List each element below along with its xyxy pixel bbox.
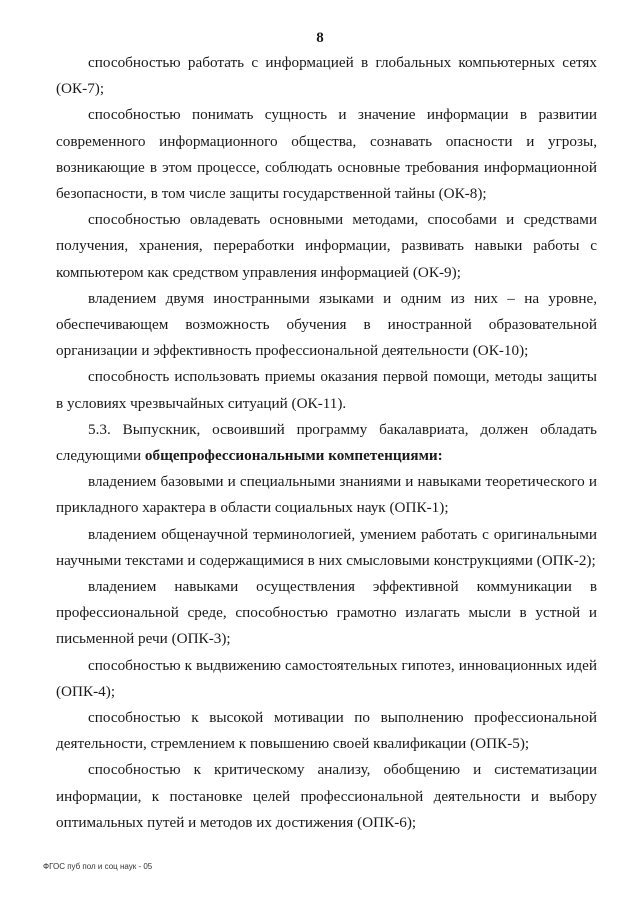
page-footer: ФГОС пуб пол и соц наук - 05 [43, 862, 153, 871]
competency-ok-11: способность использовать приемы оказания первой помощи, методы защиты в условиях чрезвычайных ситуаций (ОК-11). [56, 368, 597, 412]
competency-opk-3: владением навыками осуществления эффективной коммуникации в профессиональной среде, способностью грамотно излагать мысли в устной и письменной речи (ОПК-3); [56, 578, 597, 648]
page-number: 8 [316, 30, 324, 46]
competency-ok-10: владением двумя иностранными языками и одним из них – на уровне, обеспечивающем возможность обучения в иностранной образовательной организации и эффективность профессиональной деятельности (ОК-10); [56, 289, 597, 360]
competency-ok-7: способностью работать с информацией в глобальных компьютерных сетях (ОК-7); [56, 54, 597, 98]
competency-opk-2: владением общенаучной терминологией, умением работать с оригинальными научными текстами и содержащимися в них смысловыми конструкциями (ОПК-2); [56, 525, 597, 569]
section-5-3-heading [56, 417, 597, 469]
competency-opk-1: владением базовыми и специальными знаниями и навыками теоретического и прикладного характера в области социальных наук (ОПК-1); [56, 473, 597, 517]
section-5-3-lead: 5.3. Выпускник, освоивший программу бакалавриата, должен обладать следующими [56, 420, 597, 465]
body-text [56, 50, 597, 836]
competency-ok-8: способностью понимать сущность и значение информации в развитии современного информационного общества, сознавать опасности и угрозы, возникающие в этом процессе, соблюдать основные требования информационной безопасности, в том числе защиты государственной тайны (ОК-8); [56, 106, 597, 203]
competency-opk-4: способностью к выдвижению самостоятельных гипотез, инновационных идей (ОПК-4); [56, 656, 597, 700]
section-5-3-bold-term: общепрофессиональными компетенциями: [144, 447, 443, 465]
competency-opk-5: способностью к высокой мотивации по выполнению профессиональной деятельности, стремлением к повышению своей квалификации (ОПК-5); [56, 709, 597, 753]
competency-opk-6: способностью к критическому анализу, обобщению и систематизации информации, к постановке целей профессиональной деятельности и выбору оптимальных путей и методов их достижения (ОПК-6); [56, 761, 597, 831]
competency-ok-9: способностью овладевать основными методами, способами и средствами получения, хранения, переработки информации, развивать навыки работы с компьютером как средством управления информацией (ОК-9); [56, 211, 597, 281]
